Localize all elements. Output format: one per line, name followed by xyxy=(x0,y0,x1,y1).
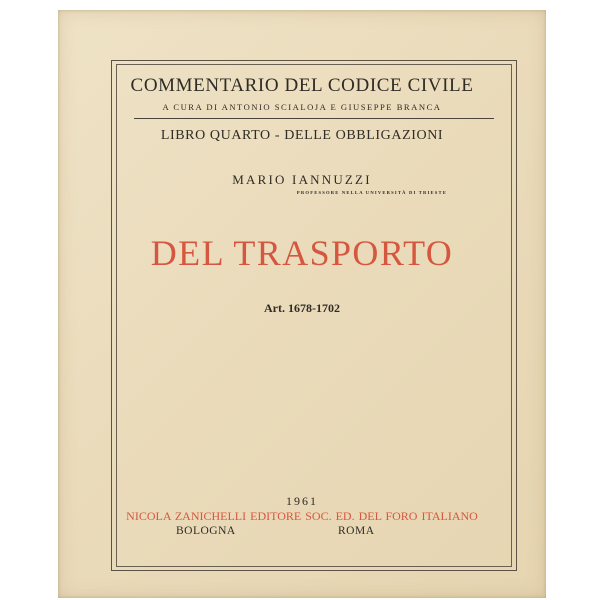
header-divider xyxy=(134,118,494,119)
city-bologna: BOLOGNA xyxy=(176,525,236,537)
publication-year: 1961 xyxy=(286,494,318,508)
author-name: MARIO IANNUZZI xyxy=(232,172,372,187)
series-title: COMMENTARIO DEL CODICE CIVILE xyxy=(130,75,474,96)
publishers: NICOLA ZANICHELLI EDITORE SOC. ED. DEL FORO ITALIANO xyxy=(126,509,478,523)
series-editors: A CURA DI ANTONIO SCIALOJA E GIUSEPPE BRANCA xyxy=(162,102,442,112)
title-page xyxy=(58,10,546,598)
book-title: DEL TRASPORTO xyxy=(150,233,454,273)
city-roma: ROMA xyxy=(338,525,375,537)
article-range: Art. 1678-1702 xyxy=(264,301,340,315)
volume-title: LIBRO QUARTO - DELLE OBBLIGAZIONI xyxy=(160,128,444,143)
author-affiliation: PROFESSORE NELLA UNIVERSITÀ DI TRIESTE xyxy=(296,190,448,195)
